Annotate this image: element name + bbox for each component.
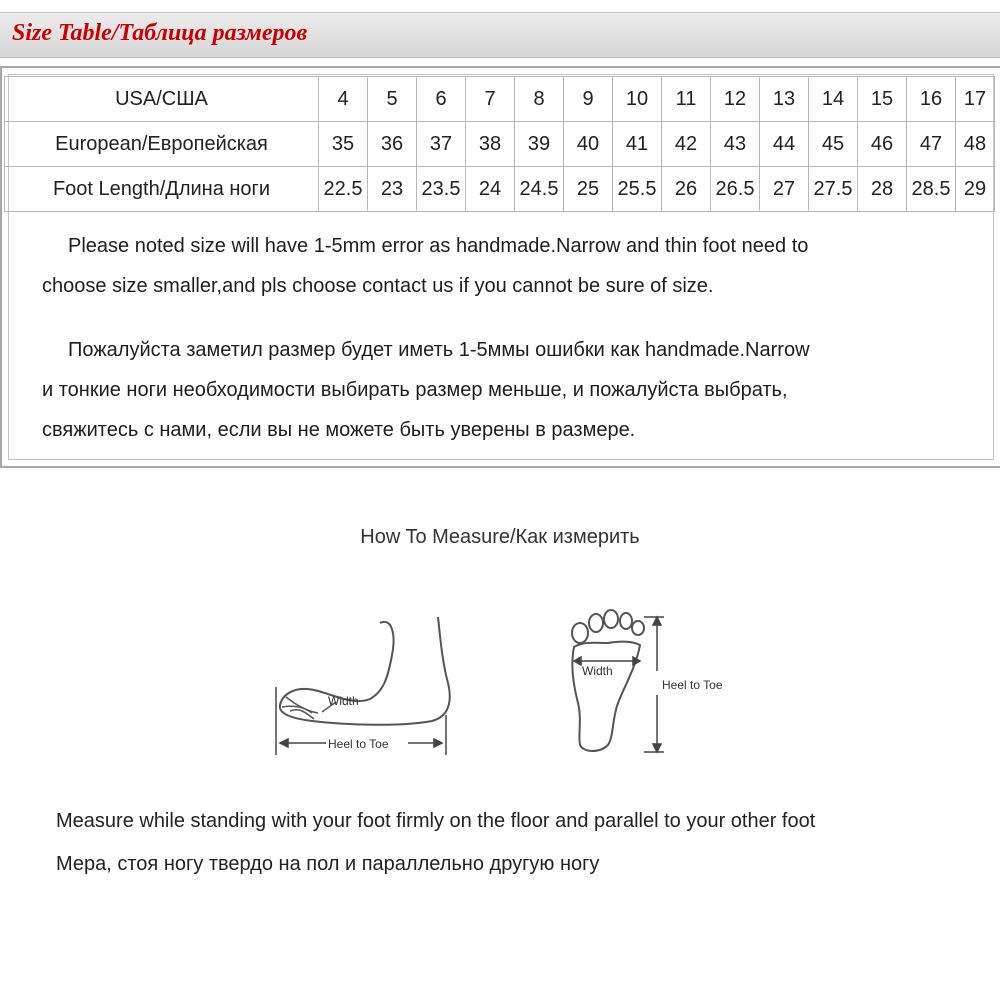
table-row xyxy=(5,122,995,167)
foot-top-outline-icon xyxy=(572,642,640,751)
note-russian xyxy=(42,330,992,450)
table-cell: 27 xyxy=(760,167,809,212)
table-cell: 29 xyxy=(956,167,995,212)
table-cell: 24.5 xyxy=(515,167,564,212)
table-cell: 22.5 xyxy=(319,167,368,212)
header-banner xyxy=(0,12,1000,58)
table-cell: 38 xyxy=(466,122,515,167)
table-cell: 14 xyxy=(809,77,858,122)
table-cell: 42 xyxy=(662,122,711,167)
table-cell: 25 xyxy=(564,167,613,212)
table-cell: 8 xyxy=(515,77,564,122)
table-cell: 23.5 xyxy=(417,167,466,212)
table-cell: 25.5 xyxy=(613,167,662,212)
table-cell: 41 xyxy=(613,122,662,167)
table-cell: 37 xyxy=(417,122,466,167)
table-cell: 4 xyxy=(319,77,368,122)
note-english-line-2: choose size smaller,and pls choose contact us if you cannot be sure of size. xyxy=(42,275,714,297)
top-length-label: Heel to Toe xyxy=(662,678,723,692)
table-cell: 28.5 xyxy=(907,167,956,212)
note-english xyxy=(42,226,992,306)
note-russian-line-2: и тонкие ноги необходимости выбирать размер меньше, и пожалуйста выбрать, xyxy=(42,379,788,401)
note-russian-line-1: Пожалуйста заметил размер будет иметь 1-5ммы ошибки как handmade.Narrow xyxy=(68,339,810,361)
table-row xyxy=(5,167,995,212)
note-english-line-1: Please noted size will have 1-5mm error as handmade.Narrow and thin foot need to xyxy=(68,235,809,257)
top-heel-to-toe-dimension xyxy=(644,617,664,752)
table-cell: 39 xyxy=(515,122,564,167)
side-length-label: Heel to Toe xyxy=(328,737,389,751)
table-cell: 46 xyxy=(858,122,907,167)
size-table-frame xyxy=(0,66,1000,468)
table-cell: 11 xyxy=(662,77,711,122)
row-label: European/Европейская xyxy=(5,122,319,167)
size-table xyxy=(4,76,995,212)
row-label: Foot Length/Длина ноги xyxy=(5,167,319,212)
table-cell: 6 xyxy=(417,77,466,122)
table-cell: 12 xyxy=(711,77,760,122)
table-cell: 36 xyxy=(368,122,417,167)
row-label: USA/США xyxy=(5,77,319,122)
top-width-label: Width xyxy=(582,664,613,678)
measure-instruction-ru: Мера, стоя ногу твердо на пол и параллельно другую ногу xyxy=(56,853,600,875)
table-cell: 43 xyxy=(711,122,760,167)
note-russian-line-3: свяжитесь с нами, если вы не можете быть уверены в размере. xyxy=(42,419,636,441)
table-cell: 23 xyxy=(368,167,417,212)
measure-instruction-en: Measure while standing with your foot firmly on the floor and parallel to your other foot xyxy=(56,810,816,832)
table-cell: 27.5 xyxy=(809,167,858,212)
table-cell: 15 xyxy=(858,77,907,122)
side-width-label: Width xyxy=(328,694,359,708)
table-cell: 17 xyxy=(956,77,995,122)
table-cell: 44 xyxy=(760,122,809,167)
table-cell: 28 xyxy=(858,167,907,212)
table-cell: 7 xyxy=(466,77,515,122)
table-cell: 24 xyxy=(466,167,515,212)
foot-side-view xyxy=(280,617,450,725)
table-cell: 16 xyxy=(907,77,956,122)
table-row xyxy=(5,77,995,122)
table-cell: 10 xyxy=(613,77,662,122)
table-cell: 45 xyxy=(809,122,858,167)
table-cell: 9 xyxy=(564,77,613,122)
table-cell: 48 xyxy=(956,122,995,167)
table-cell: 40 xyxy=(564,122,613,167)
table-cell: 35 xyxy=(319,122,368,167)
table-cell: 13 xyxy=(760,77,809,122)
table-cell: 26 xyxy=(662,167,711,212)
table-cell: 47 xyxy=(907,122,956,167)
foot-top-view xyxy=(572,610,644,751)
table-cell: 26.5 xyxy=(711,167,760,212)
table-cell: 5 xyxy=(368,77,417,122)
measure-title: How To Measure/Как измерить xyxy=(360,526,640,548)
page-title: Size Table/Таблица размеров xyxy=(12,20,308,46)
measure-diagram xyxy=(0,595,1000,795)
